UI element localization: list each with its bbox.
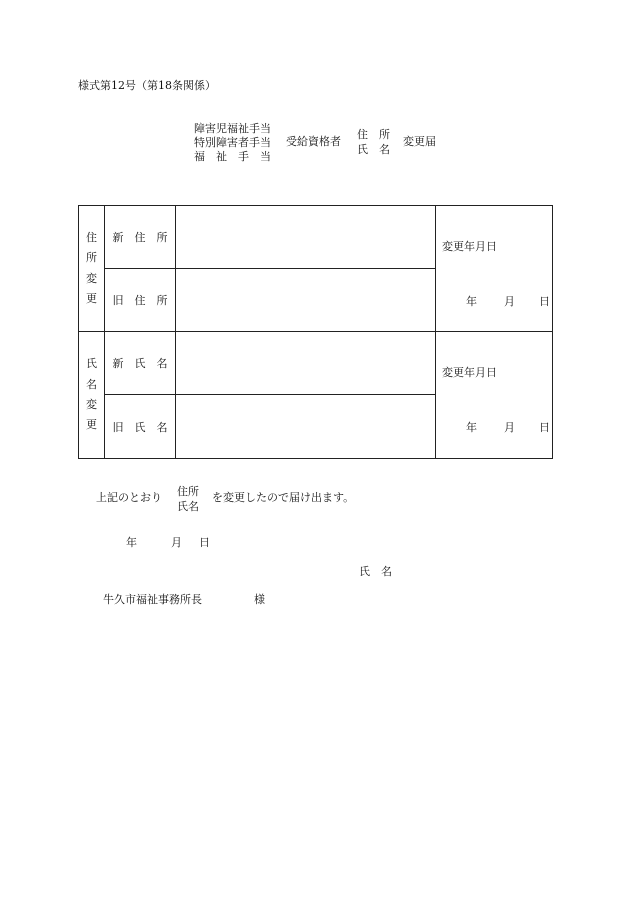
old-name-label: 旧 氏 名 <box>105 395 176 459</box>
statement-options <box>177 484 199 514</box>
change-type-name: 氏 名 <box>357 143 390 156</box>
allowance-2: 特別障害者手当 <box>194 136 271 149</box>
allowance-1: 障害児福祉手当 <box>194 122 271 135</box>
form-number: 様式第12号（第18条関係） <box>78 79 216 92</box>
name-change-date-label: 変更年月日 <box>442 366 497 379</box>
title-recipient: 受給資格者 <box>286 135 341 148</box>
change-type-address: 住 所 <box>357 128 390 141</box>
old-address-field[interactable] <box>176 269 436 332</box>
address-change-section-label: 住 所 変 更 <box>79 206 105 332</box>
title-allowances <box>194 122 271 164</box>
old-name-field[interactable] <box>176 395 436 459</box>
statement-prefix: 上記のとおり <box>96 491 162 504</box>
applicant-name-label: 氏 名 <box>359 565 392 578</box>
name-change-ymd: 年 月 日 <box>466 421 550 434</box>
old-address-label: 旧 住 所 <box>105 269 176 332</box>
row-new-address <box>79 206 553 269</box>
statement-option-address: 住所 <box>177 485 199 498</box>
new-name-field[interactable] <box>176 332 436 395</box>
row-new-name <box>79 332 553 395</box>
new-address-field[interactable] <box>176 206 436 269</box>
address-change-ymd: 年 月 日 <box>466 295 550 308</box>
statement-option-name: 氏名 <box>177 500 199 513</box>
addressee: 牛久市福祉事務所長 <box>103 593 202 606</box>
statement-suffix: を変更したので届け出ます。 <box>212 491 355 504</box>
title-suffix: 変更届 <box>403 135 436 148</box>
name-change-date-cell[interactable] <box>436 332 553 459</box>
name-change-section-label: 氏 名 変 更 <box>79 332 105 459</box>
honorific: 様 <box>254 593 265 606</box>
new-address-label: 新 住 所 <box>105 206 176 269</box>
allowance-3: 福 祉 手 当 <box>194 150 271 163</box>
title-change-types <box>357 127 390 157</box>
new-name-label: 新 氏 名 <box>105 332 176 395</box>
address-change-date-cell[interactable] <box>436 206 553 332</box>
submit-date: 年 月 日 <box>126 536 210 549</box>
address-change-date-label: 変更年月日 <box>442 240 497 253</box>
change-form-table <box>78 205 553 459</box>
